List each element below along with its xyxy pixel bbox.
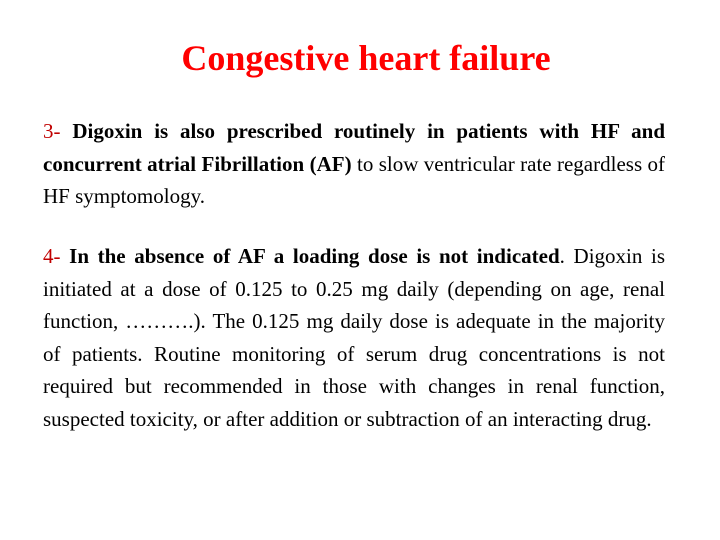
paragraph-3-number: 3- [43, 119, 61, 143]
paragraph-4-text: . Digoxin is initiated at a dose of 0.125 to 0.25 mg daily (depending on age, renal function, ……….). The 0.125 mg daily dose is adequate in the majority of patients. Routine monitoring of serum drug concentrations is not required but recommended in those with changes in renal function, suspected toxicity, or after addition or subtraction of an interacting drug. [43, 244, 666, 431]
paragraph-3-text: to slow ventricular rate regardless of HF symptomology. [43, 151, 666, 208]
paragraph-4 [43, 240, 665, 435]
paragraph-4-bold-text: In the absence of AF a loading dose is not indicated [69, 244, 560, 268]
paragraph-3-bold-text: Digoxin is also prescribed routinely in patients with HF and concurrent atrial Fibrillation (AF) [43, 119, 666, 176]
paragraph-3 [43, 115, 665, 213]
paragraph-4-number: 4- [43, 244, 61, 268]
slide-title: Congestive heart failure [181, 38, 551, 78]
